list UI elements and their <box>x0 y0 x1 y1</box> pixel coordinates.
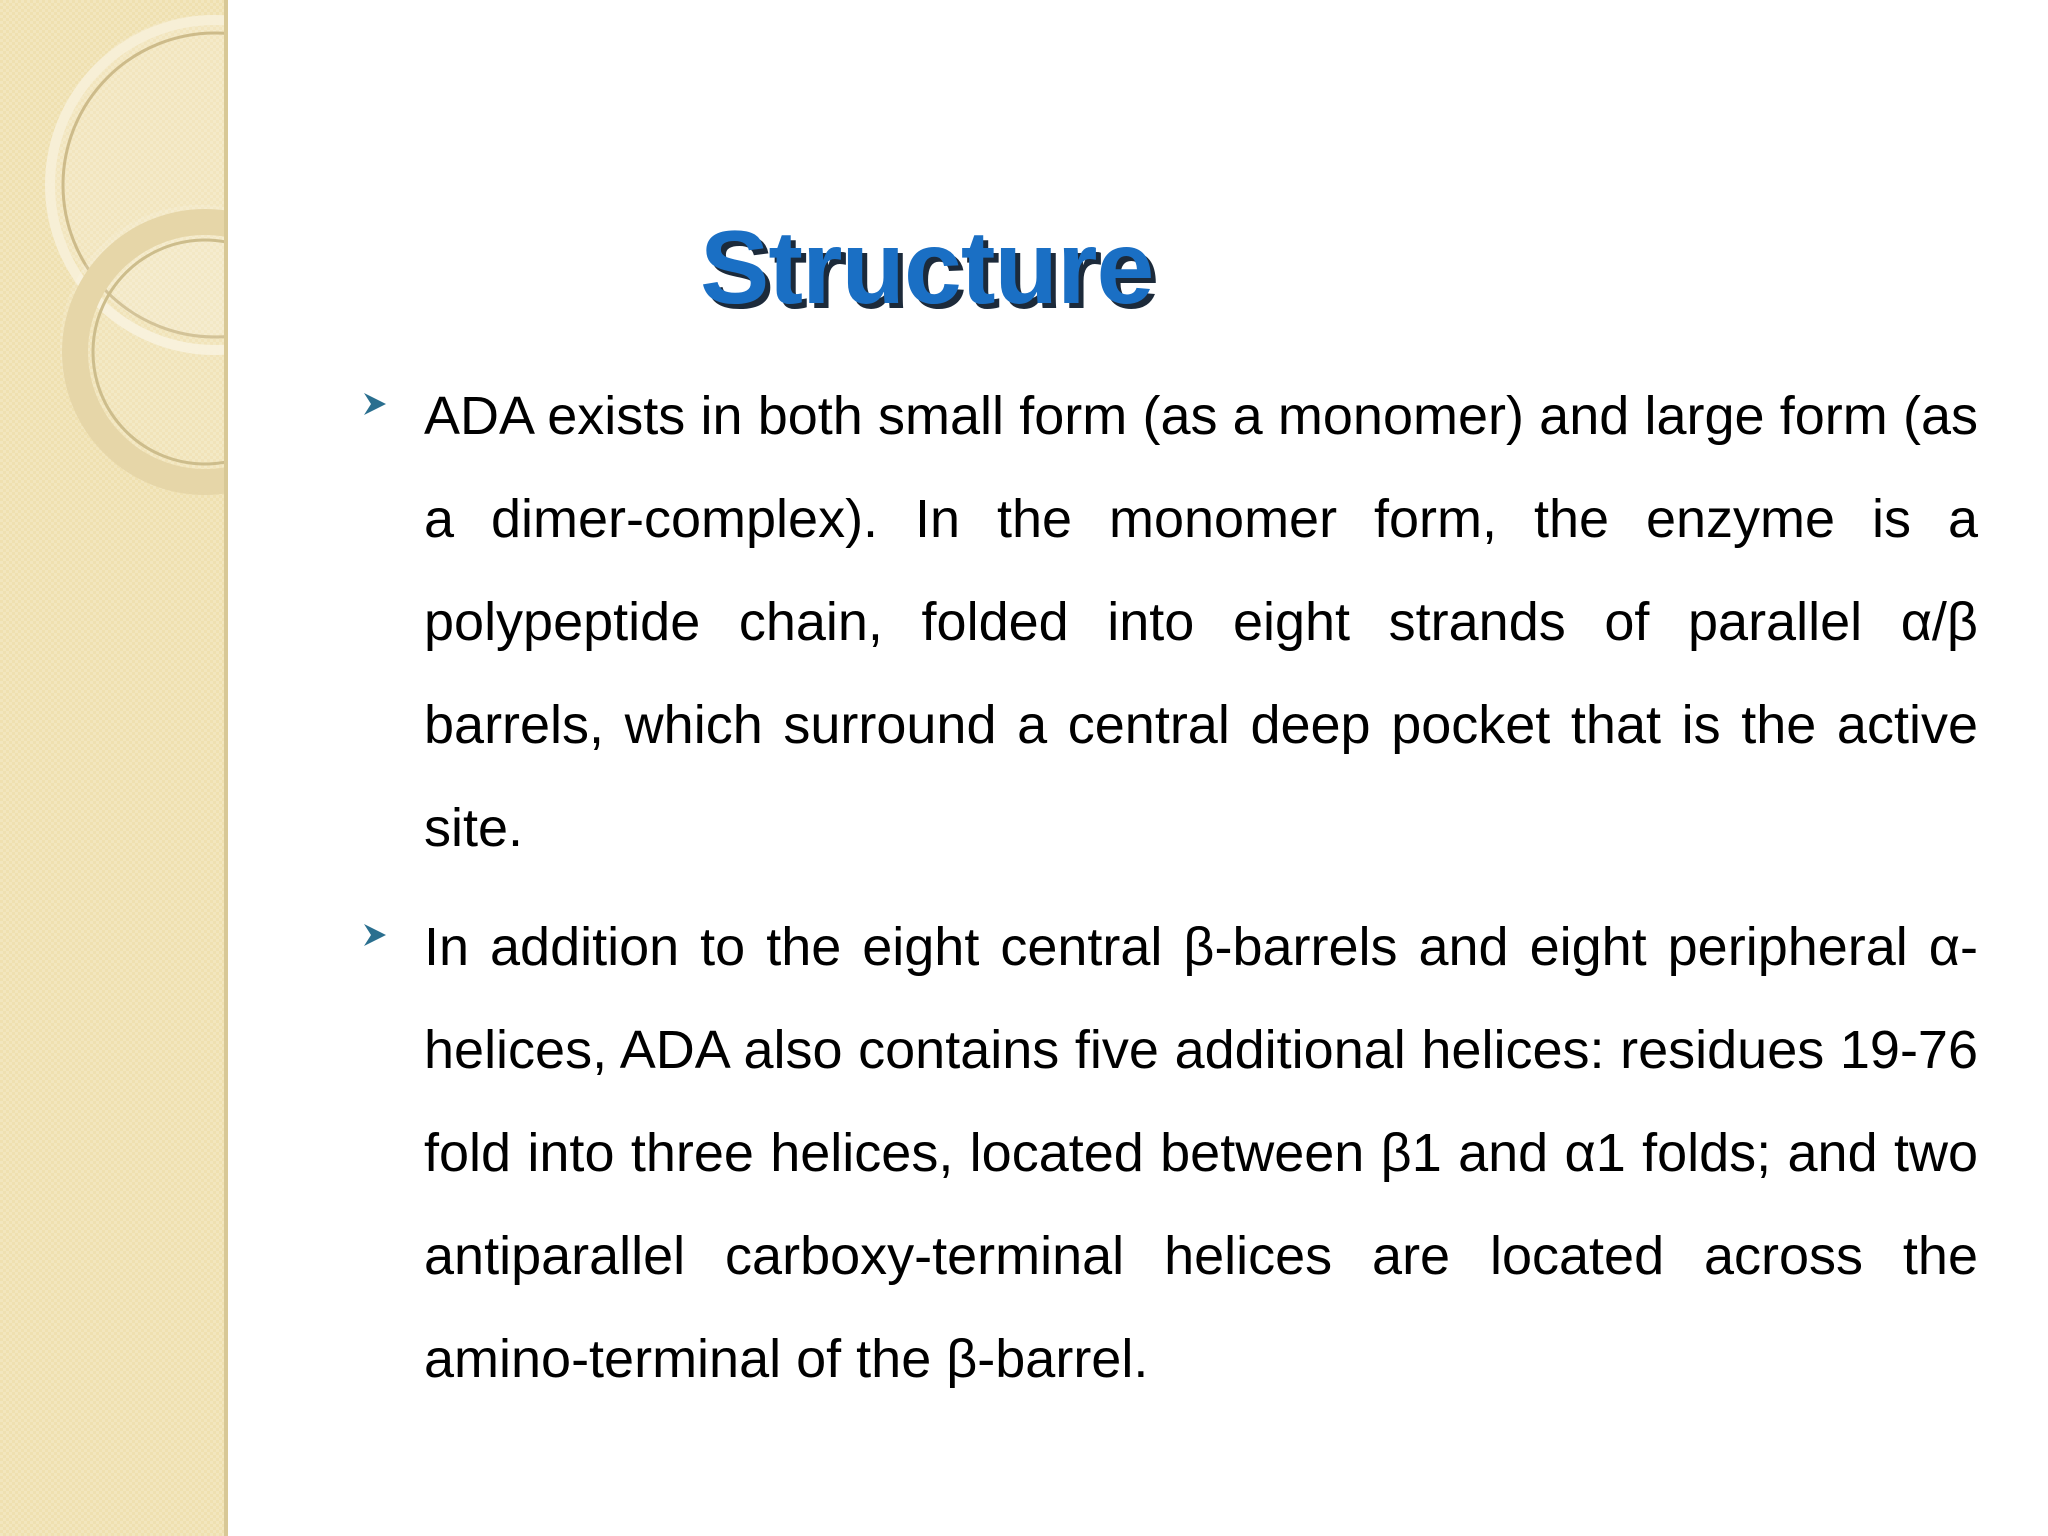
slide-title: Structure <box>700 210 1154 326</box>
arrowhead-bullet-icon <box>362 391 388 417</box>
bullet-item <box>352 365 1978 880</box>
bullet-text: In addition to the eight central β-barrels and eight peripheral α-helices, ADA also contains five additional helices: residues 19-76 fold into three helices, located between β1 and α1 folds; and two antiparallel carboxy-terminal helices are located across the amino-terminal of the β-barrel. <box>424 917 1978 1389</box>
bullet-item <box>352 896 1978 1411</box>
decorative-side-band <box>0 0 228 1536</box>
side-band-edge <box>224 0 228 1536</box>
decorative-circles-icon <box>0 0 228 520</box>
bullet-text: ADA exists in both small form (as a monomer) and large form (as a dimer-complex). In the monomer form, the enzyme is a polypeptide chain, folded into eight strands of parallel α/β barrels, which surround a central deep pocket that is the active site. <box>424 386 1978 858</box>
bullet-list <box>352 365 1978 1427</box>
arrowhead-bullet-icon <box>362 922 388 948</box>
